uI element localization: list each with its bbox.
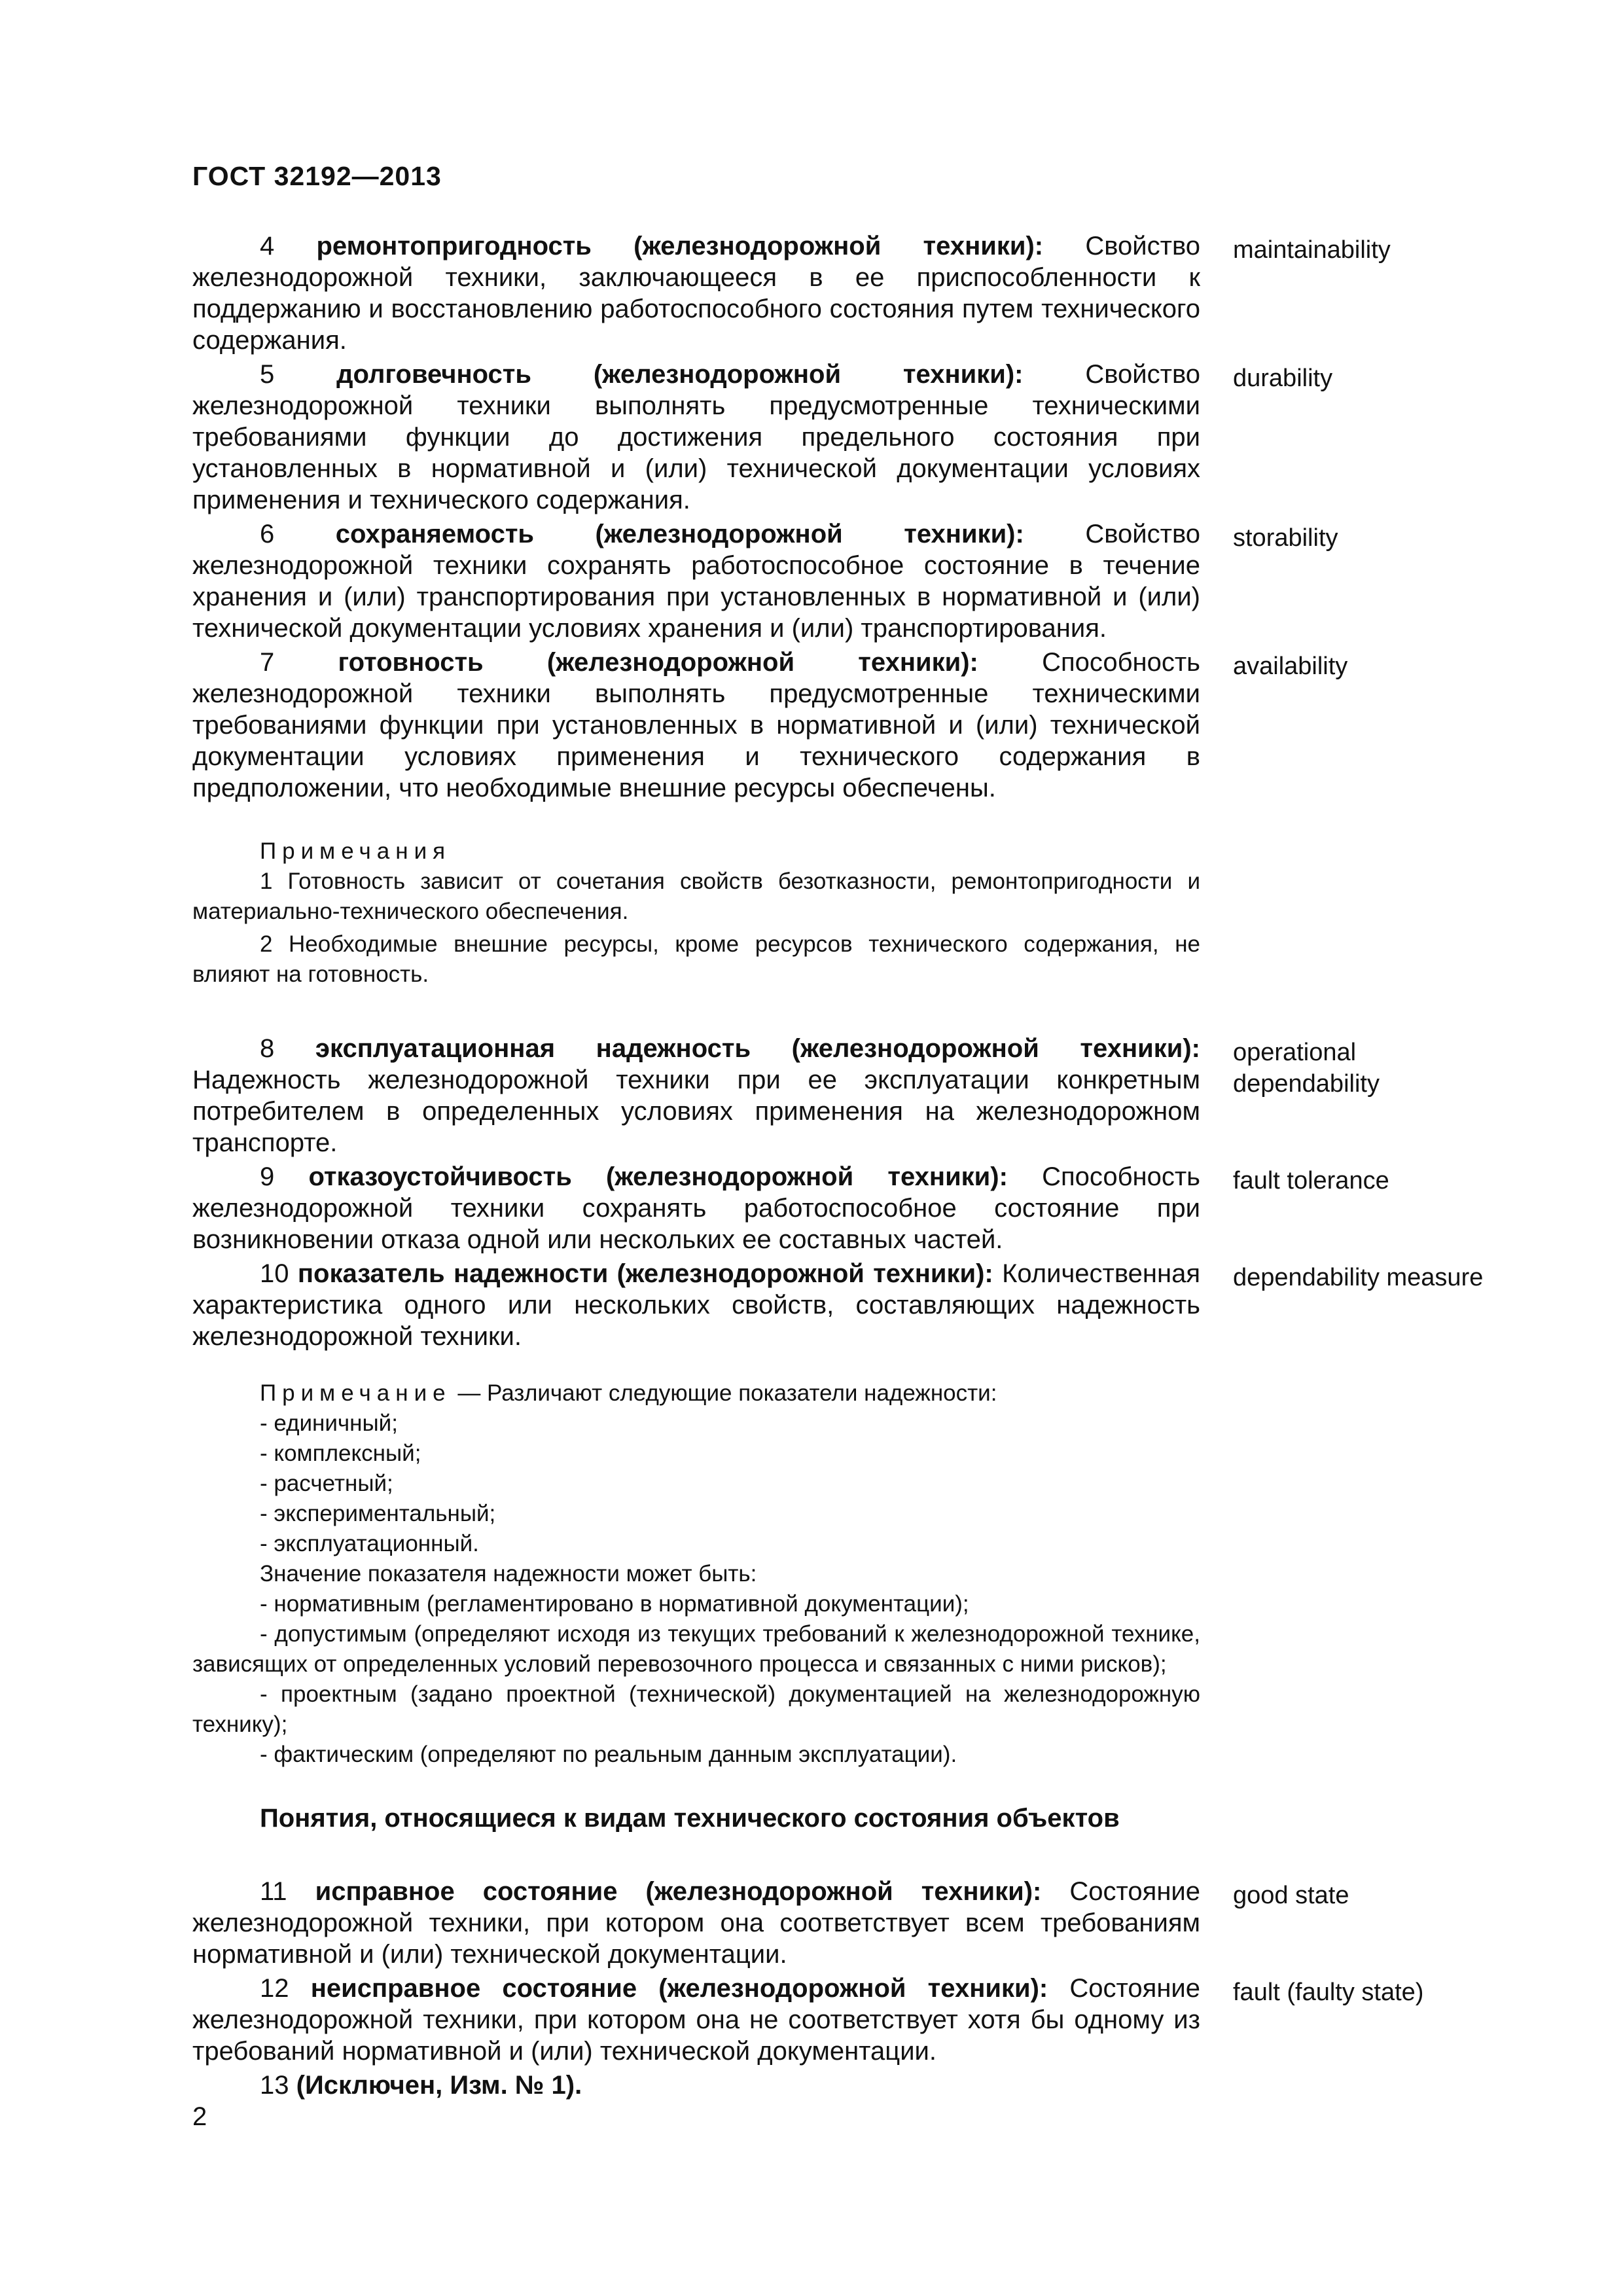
entry-text [192, 1258, 1200, 1352]
entry-number: 4 [260, 232, 275, 260]
list-item: - комплексный; [260, 1441, 421, 1466]
list-item: - единичный; [260, 1410, 398, 1436]
entry-number: 9 [260, 1162, 275, 1191]
entry-text [192, 1876, 1200, 1970]
list-item: - эксплуатационный. [260, 1531, 479, 1556]
entry-term: долговечность (железнодорожной техники): [336, 360, 1024, 389]
english-term: operational dependability [1233, 1039, 1380, 1098]
english-term: fault (faulty state) [1233, 1979, 1424, 2006]
english-term: fault tolerance [1233, 1167, 1389, 1194]
term-entry-4 [192, 230, 1501, 356]
english-term: storability [1233, 524, 1338, 552]
english-term: good state [1233, 1882, 1349, 1909]
term-entry-5 [192, 359, 1501, 516]
entry-term: отказоустойчивость (железнодорожной техники): [308, 1162, 1008, 1191]
list-item: - расчетный; [260, 1471, 393, 1496]
entry-number: 5 [260, 360, 275, 389]
section-heading: Понятия, относящиеся к видам технического состояния объектов [260, 1804, 1120, 1833]
entry-number: 8 [260, 1034, 275, 1063]
note-item: 2 Необходимые внешние ресурсы, кроме ресурсов технического содержания, не влияют на готовность. [192, 931, 1200, 987]
entry-number: 7 [260, 648, 275, 677]
term-entry-8 [192, 1033, 1501, 1158]
entry-text [192, 1033, 1200, 1158]
entry-text [192, 359, 1200, 516]
english-term: durability [1233, 365, 1333, 392]
term-entry-13 [192, 2070, 1501, 2101]
entry-text [192, 230, 1200, 356]
page-number: 2 [192, 2102, 207, 2131]
english-term: maintainability [1233, 236, 1391, 264]
list-item: - нормативным (регламентировано в нормативной документации); [260, 1591, 969, 1617]
entry-text [192, 1161, 1200, 1255]
values-intro: Значение показателя надежности может быть: [260, 1561, 757, 1587]
entry-term: ремонтопригодность (железнодорожной техники): [316, 232, 1044, 260]
notes-block [192, 836, 1200, 990]
entry-text [192, 1973, 1200, 2067]
entry-number: 13 [260, 2071, 289, 2100]
document-code: ГОСТ 32192—2013 [192, 161, 442, 191]
entry-number: 10 [260, 1259, 289, 1288]
entry-number: 6 [260, 520, 275, 548]
term-entry-6 [192, 518, 1501, 644]
entry-number: 12 [260, 1974, 289, 2003]
entry-number: 11 [260, 1877, 287, 1906]
note-item: 1 Готовность зависит от сочетания свойств безотказности, ремонтопригодности и материально-технического обеспечения. [192, 869, 1200, 924]
term-entry-7 [192, 647, 1501, 804]
english-term: availability [1233, 653, 1348, 680]
entry-text [192, 518, 1200, 644]
entry-definition: Способность железнодорожной техники выполнять предусмотренные техническими требованиями функции при установленных в нормативной и (или) технической документации условиях применения и технического содержания в предположении, что необходимые внешние ресурсы обеспечены. [192, 648, 1200, 802]
entry-definition: Надежность железнодорожной техники при ее эксплуатации конкретным потребителем в определенных условиях применения на железнодорожном транспорте. [192, 1066, 1200, 1157]
note-block [192, 1378, 1200, 1770]
entry-term: сохраняемость (железнодорожной техники): [335, 520, 1024, 548]
term-entry-10 [192, 1258, 1501, 1352]
term-entry-11 [192, 1876, 1501, 1970]
list-item: - фактическим (определяют по реальным данным эксплуатации). [260, 1742, 957, 1767]
entry-term: показатель надежности (железнодорожной техники): [297, 1259, 993, 1288]
entry-definition: Свойство железнодорожной техники сохранять работоспособное состояние в течение хранения и (или) транспортирования при установленных в нормативной и (или) технической документации условиях хранения и (или) транспортирования. [192, 520, 1200, 643]
term-entry-9 [192, 1161, 1501, 1255]
notes-heading: Примечания [260, 838, 452, 864]
entry-term: неисправное состояние (железнодорожной техники): [310, 1974, 1048, 2003]
english-term: dependability measure [1233, 1264, 1484, 1291]
entry-definition: Количественная характеристика одного или нескольких свойств, составляющих надежность железнодорожной техники. [192, 1259, 1200, 1351]
list-item: - допустимым (определяют исходя из текущих требований к железнодорожной технике, зависящих от определенных условий перевозочного процесса и связанных с ними рисков); [192, 1621, 1200, 1677]
entry-definition: Свойство железнодорожной техники выполнять предусмотренные техническими требованиями функции до достижения предельного состояния при установленных в нормативной и (или) технической документации условиях применения и технического содержания. [192, 360, 1200, 514]
list-item: - проектным (задано проектной (технической) документацией на железнодорожную технику); [192, 1681, 1200, 1737]
entry-definition: Состояние железнодорожной техники, при котором она соответствует всем требованиям нормативной и (или) технической документации. [192, 1877, 1201, 1969]
document-body [192, 230, 1501, 2101]
entry-term: исправное состояние (железнодорожной техники): [315, 1877, 1042, 1906]
entry-definition: Состояние железнодорожной техники, при котором она не соответствует хотя бы одному из требований нормативной и (или) технической документации. [192, 1974, 1201, 2066]
entry-term: эксплуатационная надежность (железнодорожной техники): [315, 1034, 1200, 1063]
entry-definition: Свойство железнодорожной техники, заключающееся в ее приспособленности к поддержанию и восстановлению работоспособного состояния путем технического содержания. [192, 232, 1200, 355]
entry-definition: Способность железнодорожной техники сохранять работоспособное состояние при возникновении отказа одной или нескольких ее составных частей. [192, 1162, 1200, 1254]
list-item: - экспериментальный; [260, 1501, 496, 1526]
entry-text [192, 647, 1200, 804]
entry-term: готовность (железнодорожной техники): [338, 648, 978, 677]
note-heading: Примечание — Различают следующие показатели надежности: [260, 1380, 997, 1406]
entry-excluded-note: (Исключен, Изм. № 1). [296, 2071, 582, 2100]
entry-text [192, 2070, 1200, 2101]
term-entry-12 [192, 1973, 1501, 2067]
